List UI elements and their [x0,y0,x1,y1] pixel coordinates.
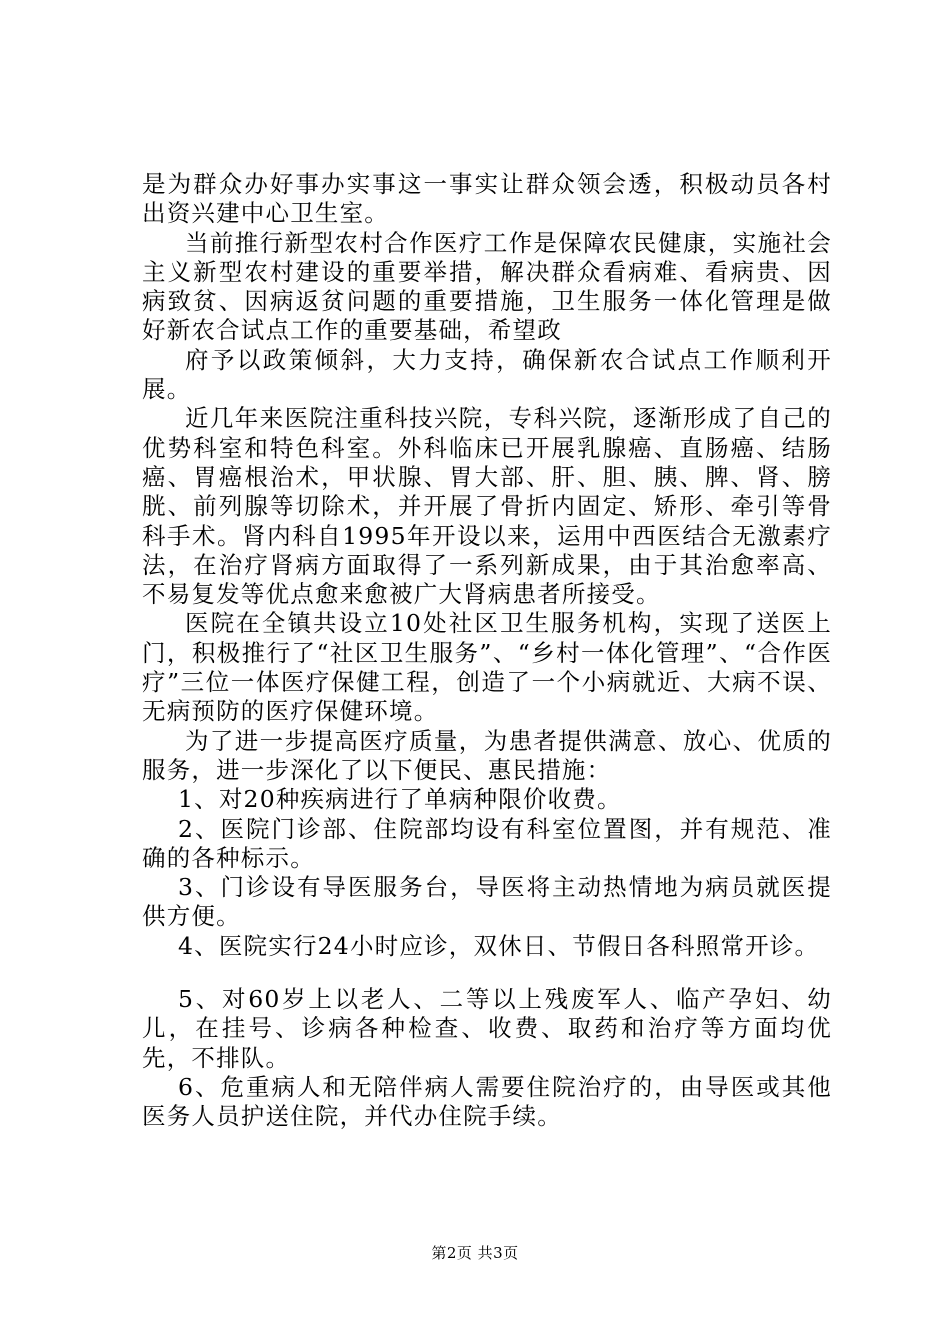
paragraph-specialties: 近几年来医院注重科技兴院，专科兴院，逐渐形成了自己的优势科室和特色科室。外科临床已开展乳腺癌、直肠癌、结肠癌、胃癌根治术，甲状腺、胃大部、肝、胆、胰、脾、肾、膀胱、前列腺等切除术，并开展了骨折内固定、矫形、牵引等骨科手术。肾内科自1995年开设以来，运用中西医结合无激素疗法，在治疗肾病方面取得了一系列新成果，由于其治愈率高、不易复发等优点愈来愈被广大肾病患者所接受。 [142,404,832,609]
list-item-measure-2: 2、医院门诊部、住院部均设有科室位置图，并有规范、准确的各种标示。 [142,814,832,872]
paragraph-continuation: 是为群众办好事办实事这一事实让群众领会透，积极动员各村出资兴建中心卫生室。 [142,170,832,228]
list-item-measure-4: 4、医院实行24小时应诊，双休日、节假日各科照常开诊。 [178,931,820,960]
list-item-measure-5: 5、对60岁上以老人、二等以上残废军人、临产孕妇、幼儿，在挂号、诊病各种检查、收费、取药和治疗等方面均优先，不排队。 [142,985,832,1072]
list-item-measure-6: 6、危重病人和无陪伴病人需要住院治疗的，由导医或其他医务人员护送住院，并代办住院手续。 [142,1072,832,1131]
list-item-measure-1: 1、对20种疾病进行了单病种限价收费。 [178,785,622,814]
page-number: 第2页 共3页 [431,1244,519,1262]
paragraph-policy-support: 府予以政策倾斜，大力支持，确保新农合试点工作顺利开展。 [142,345,832,404]
list-item-measure-3: 3、门诊设有导医服务台，导医将主动热情地为病员就医提供方便。 [142,873,832,931]
paragraph-cooperative-medical: 当前推行新型农村合作医疗工作是保障农民健康，实施社会主义新型农村建设的重要举措，解决群众看病难、看病贵、因病致贫、因病返贫问题的重要措施，卫生服务一体化管理是做好新农合试点工作的重要基础，希望政 [142,228,832,345]
paragraph-community-service: 医院在全镇共设立10处社区卫生服务机构，实现了送医上门，积极推行了“社区卫生服务”、“乡村一体化管理”、“合作医疗”三位一体医疗保健工程，创造了一个小病就近、大病不误、无病预防的医疗保健环境。 [142,609,832,726]
paragraph-measures-intro: 为了进一步提高医疗质量，为患者提供满意、放心、优质的服务，进一步深化了以下便民、惠民措施： [142,726,832,784]
document-body [142,170,832,1132]
